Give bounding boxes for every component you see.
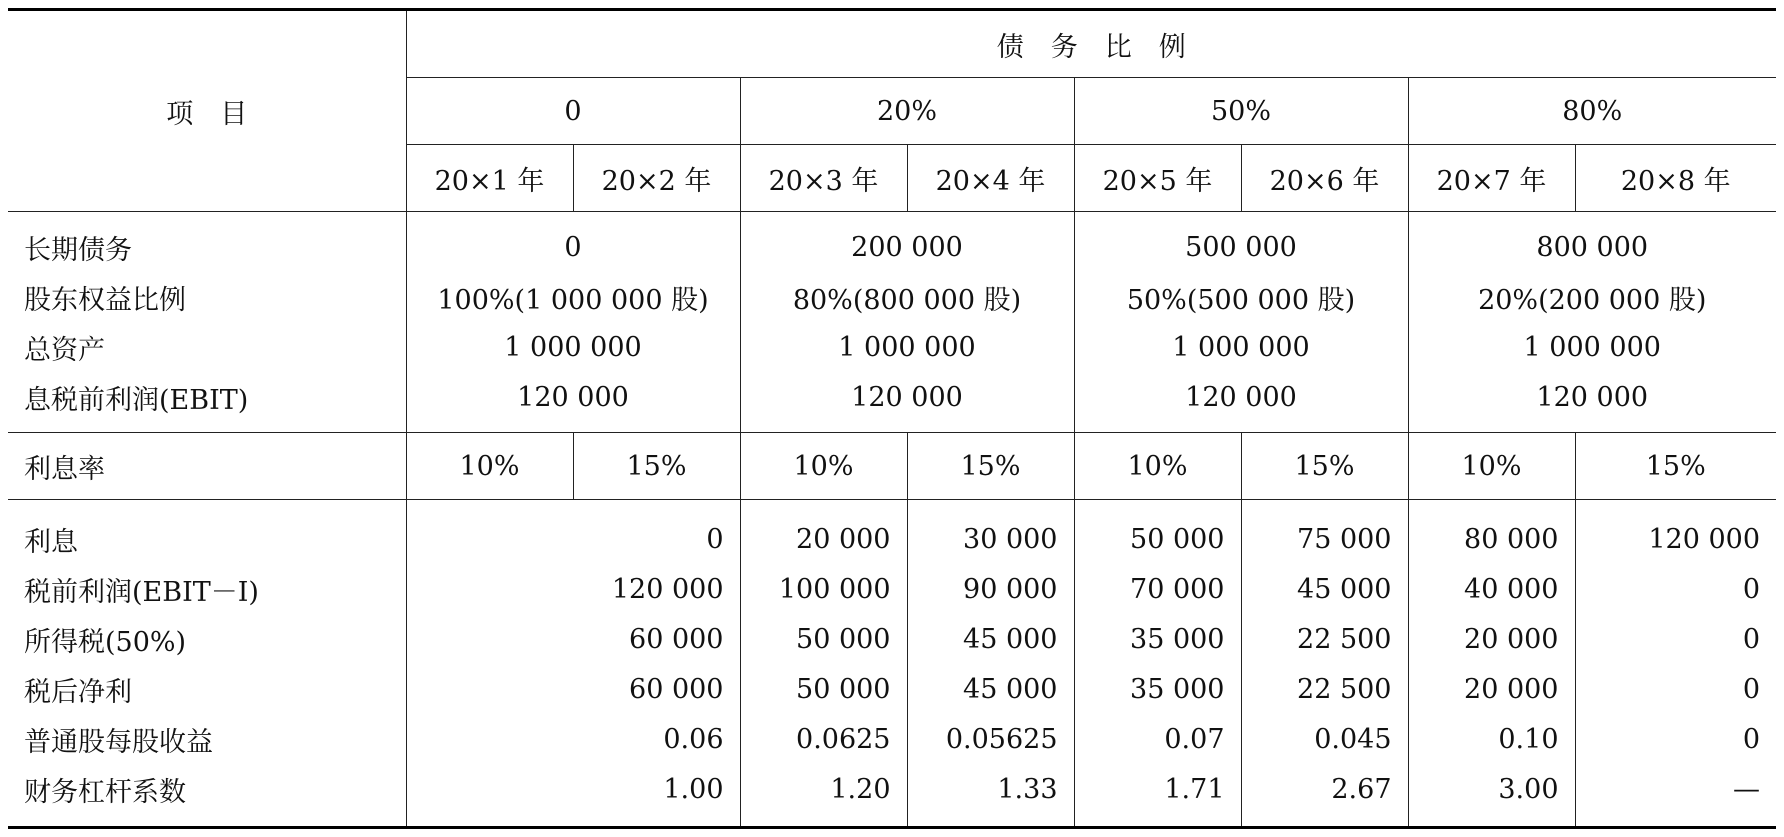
cell-value: 120 000 (740, 372, 1074, 433)
cell-value: 0.07 (1074, 714, 1241, 764)
cell-value: 35 000 (1074, 614, 1241, 664)
cell-value: 200 000 (740, 212, 1074, 273)
row-label: 税前利润(EBIT－I) (24, 576, 259, 608)
table-row (8, 433, 1776, 500)
year-header: 20×4 年 (907, 145, 1074, 212)
row-label: 利息 (8, 500, 406, 565)
cell-value: 50%(500 000 股) (1074, 272, 1408, 322)
cell-value: 10% (740, 433, 907, 500)
cell-value: 120 000 (1408, 372, 1776, 433)
cell-value: 40 000 (1408, 564, 1575, 614)
cell-value: 0 (1575, 614, 1776, 664)
cell-value: 90 000 (907, 564, 1074, 614)
cell-value: 50 000 (740, 614, 907, 664)
row-label: 利息率 (8, 433, 406, 500)
cell-value: 3.00 (1408, 764, 1575, 828)
table-row (8, 564, 1776, 614)
table-row (8, 322, 1776, 372)
table-row (8, 714, 1776, 764)
cell-value: 0 (406, 500, 740, 565)
row-label: 股东权益比例 (24, 284, 186, 316)
cell-value: 120 000 (406, 564, 740, 614)
row-label: 所得税(50%) (24, 626, 187, 658)
table-row (8, 664, 1776, 714)
row-label: 息税前利润(EBIT) (24, 384, 249, 416)
cell-value: 0.06 (406, 714, 740, 764)
year-header: 20×5 年 (1074, 145, 1241, 212)
cell-value: — (1575, 764, 1776, 828)
cell-value: 50 000 (1074, 500, 1241, 565)
row-label: 普通股每股收益 (24, 726, 213, 758)
cell-value: 35 000 (1074, 664, 1241, 714)
table-row (8, 212, 1776, 273)
cell-value: 45 000 (1241, 564, 1408, 614)
cell-value: 1 000 000 (740, 322, 1074, 372)
table-row (8, 614, 1776, 664)
cell-value: 0.045 (1241, 714, 1408, 764)
cell-value: 60 000 (406, 614, 740, 664)
cell-value: 10% (1408, 433, 1575, 500)
table-row (8, 500, 1776, 565)
cell-value: 0 (1575, 564, 1776, 614)
row-label: 税后净利 (24, 676, 132, 708)
item-header: 项 目 (8, 10, 406, 212)
cell-value: 800 000 (1408, 212, 1776, 273)
row-label: 长期债务 (8, 212, 406, 273)
cell-value: 120 000 (1074, 372, 1408, 433)
cell-value: 15% (907, 433, 1074, 500)
cell-value: 20 000 (740, 500, 907, 565)
cell-value: 22 500 (1241, 664, 1408, 714)
cell-value: 100%(1 000 000 股) (406, 272, 740, 322)
cell-value: 1 000 000 (1074, 322, 1408, 372)
cell-value: 1.20 (740, 764, 907, 828)
year-header: 20×6 年 (1241, 145, 1408, 212)
ratio-header: 50% (1074, 78, 1408, 145)
cell-value: 45 000 (907, 664, 1074, 714)
financial-leverage-table (8, 8, 1776, 829)
ratio-header: 20% (740, 78, 1074, 145)
cell-value: 1.33 (907, 764, 1074, 828)
year-header: 20×3 年 (740, 145, 907, 212)
cell-value: 22 500 (1241, 614, 1408, 664)
cell-value: 1.71 (1074, 764, 1241, 828)
table-row (8, 764, 1776, 828)
debt-ratio-header: 债 务 比 例 (406, 10, 1776, 78)
cell-value: 1 000 000 (1408, 322, 1776, 372)
cell-value: 0.10 (1408, 714, 1575, 764)
cell-value: 80%(800 000 股) (740, 272, 1074, 322)
cell-value: 30 000 (907, 500, 1074, 565)
ratio-header: 0 (406, 78, 740, 145)
row-label: 总资产 (24, 334, 105, 366)
table-row (8, 272, 1776, 322)
cell-value: 50 000 (740, 664, 907, 714)
table-row (8, 372, 1776, 433)
cell-value: 120 000 (406, 372, 740, 433)
cell-value: 0 (1575, 714, 1776, 764)
cell-value: 0.0625 (740, 714, 907, 764)
cell-value: 20%(200 000 股) (1408, 272, 1776, 322)
cell-value: 500 000 (1074, 212, 1408, 273)
cell-value: 70 000 (1074, 564, 1241, 614)
cell-value: 60 000 (406, 664, 740, 714)
cell-value: 0.05625 (907, 714, 1074, 764)
cell-value: 1.00 (406, 764, 740, 828)
cell-value: 0 (406, 212, 740, 273)
cell-value: 120 000 (1575, 500, 1776, 565)
year-header: 20×2 年 (573, 145, 740, 212)
cell-value: 10% (1074, 433, 1241, 500)
cell-value: 20 000 (1408, 664, 1575, 714)
ratio-header: 80% (1408, 78, 1776, 145)
cell-value: 15% (1575, 433, 1776, 500)
cell-value: 0 (1575, 664, 1776, 714)
year-header: 20×7 年 (1408, 145, 1575, 212)
cell-value: 15% (573, 433, 740, 500)
cell-value: 15% (1241, 433, 1408, 500)
cell-value: 45 000 (907, 614, 1074, 664)
row-label: 财务杠杆系数 (8, 764, 406, 828)
year-header: 20×8 年 (1575, 145, 1776, 212)
cell-value: 2.67 (1241, 764, 1408, 828)
year-header: 20×1 年 (406, 145, 573, 212)
cell-value: 1 000 000 (406, 322, 740, 372)
cell-value: 100 000 (740, 564, 907, 614)
cell-value: 80 000 (1408, 500, 1575, 565)
cell-value: 75 000 (1241, 500, 1408, 565)
cell-value: 20 000 (1408, 614, 1575, 664)
cell-value: 10% (406, 433, 573, 500)
